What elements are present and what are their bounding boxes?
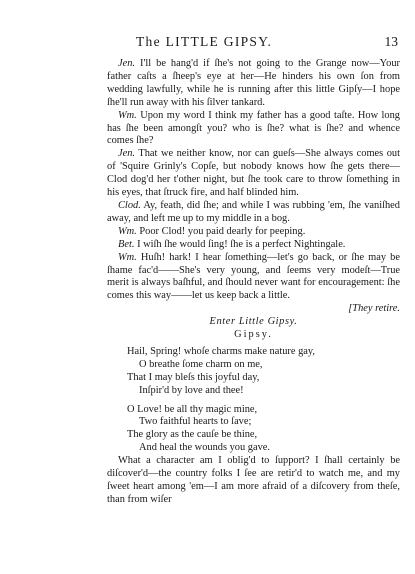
- page-number: 13: [384, 34, 398, 49]
- speaker-name: Clod.: [118, 199, 141, 211]
- speech-text: Upon my word I think my father has a good taſte. How long has ſhe been amongſt you? who is ſhe? what is ſhe? and whence comes ſhe?: [107, 109, 400, 147]
- verse-line: O Love! be all thy magic mine,: [127, 403, 258, 415]
- verse-line: That I may bleſs this joyful day,: [127, 371, 260, 383]
- speech-text: Poor Clod! you paid dearly for peeping.: [139, 225, 306, 237]
- song-verse: [127, 346, 400, 455]
- verse-line: The glory as the cauſe be thine,: [127, 429, 258, 441]
- speech-text: Huſh! hark! I hear ſomething—let's go back, or ſhe may be ſhame fac'd——She's very young, and ſeems very modeſt—True merit is always baſhful, and ſhould never want for encouragement: ſhe comes this way——let us keep back a little.: [107, 251, 400, 302]
- closing-speech: What a character am I oblig'd to ſupport? I ſhall certainly be diſcover'd—the country folks I ſee are retir'd to watch me, and my ſweet heart among 'em—I am more afraid of a diſcovery from theſe, than from wiſer: [107, 455, 400, 505]
- speech-text: That we neither know, nor can gueſs—She always comes out of 'Squire Grinly's Copſe, but nobody knows how ſhe gets there—Clod dog'd her t'other night, but ſhe took care to throw ſomething in his eyes, that ſtruck fire, and half blinded him.: [107, 148, 400, 199]
- page-body: [107, 58, 400, 507]
- page-header: [108, 34, 398, 54]
- entrance-direction: Enter Little Gipsy.: [209, 316, 298, 328]
- character-heading: Gipsy.: [234, 329, 273, 341]
- speech: [107, 110, 400, 149]
- speech-text: I wiſh ſhe would ſing! ſhe is a perfect Nightingale.: [137, 238, 346, 250]
- speech: [107, 200, 400, 226]
- speaker-name: Wm.: [118, 109, 137, 121]
- speaker-name: Bet.: [118, 238, 135, 250]
- speaker-name: Wm.: [118, 251, 137, 263]
- speech-text: Ay, feath, did ſhe; and while I was rubbing 'em, ſhe vaniſhed away, and left me up to my middle in a bog.: [107, 199, 400, 224]
- speaker-name: Wm.: [118, 225, 137, 237]
- speech: [107, 148, 400, 200]
- speaker-name: Jen.: [118, 58, 136, 69]
- running-title: The LITTLE GIPSY.: [136, 34, 273, 49]
- speaker-name: Jen.: [118, 148, 136, 160]
- speech: [107, 226, 400, 239]
- speech-text: I'll be hang'd if ſhe's not going to the Grange now—Your father caſts a ſheep's eye at her—He hinders his own ſon from wedding lawfully, while he is running after this little Gipſy—I hope ſhe'll run away with his ſilver tankard.: [107, 58, 400, 108]
- verse-line: And heal the wounds you gave.: [139, 442, 271, 454]
- stage-direction: [They retire.: [348, 303, 400, 315]
- speech: [107, 58, 400, 110]
- speech: [107, 239, 400, 252]
- speech: [107, 252, 400, 304]
- verse-line: Two faithful hearts to ſave;: [139, 416, 252, 428]
- verse-line: O breathe ſome charm on me,: [139, 358, 263, 370]
- verse-line: Inſpir'd by love and thee!: [139, 384, 244, 396]
- verse-line: Hail, Spring! whoſe charms make nature gay,: [127, 345, 316, 357]
